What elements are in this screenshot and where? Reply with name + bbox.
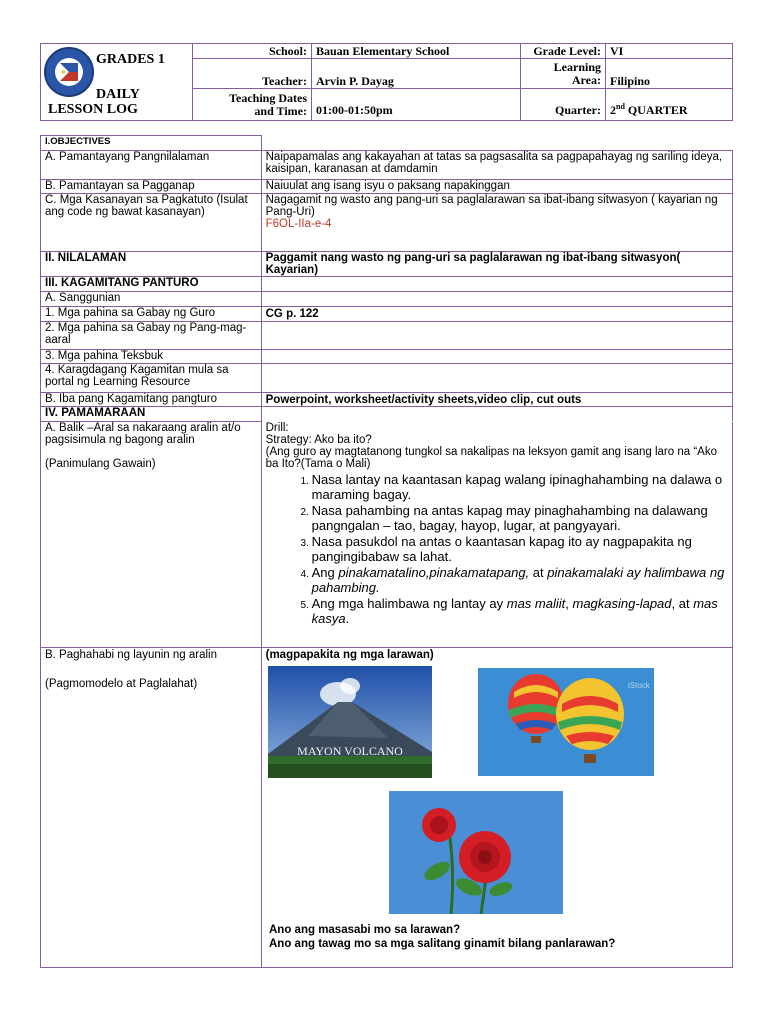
list-item [312,596,728,626]
item5-text: Ang mga halimbawa ng lantay ay [311,596,507,611]
objective-c-label: C. Mga Kasanayan sa Pagkatuto (Isulat ang code ng bawat kasanayan) [41,194,262,252]
list-item: 2. Nasa pahambing na antas kapag may pinaghahambing na dalawang pangngalan – tao, bagay, hayop, lugar, at pangyayari. [312,503,728,533]
question-2: Ano ang tawag mo sa mga salitang ginamit bilang panlarawan? [269,938,616,950]
nilalaman-value: Paggamit nang wasto ng pang-uri sa paglalarawan ng ibat-ibang sitwasyon( Kayarian) [261,252,732,277]
paghahabi-sub: (Pagmomodelo at Paglalahat) [45,678,198,690]
item5-text3: , at [671,596,694,611]
empty-cell [261,350,732,364]
empty-cell [261,292,732,307]
objectives-title: I.OBJECTIVES [41,136,262,151]
daily-title: DAILY [96,87,140,102]
kagamitan-title: III. KAGAMITANG PANTURO [41,277,262,292]
item5-italic: mas maliit [506,596,566,611]
quarter-number: 2 [610,103,616,117]
empty-cell [261,322,732,350]
item5-text4: . [345,611,350,626]
header-table [40,43,733,121]
pamamaraan-title: IV. PAMAMARAAN [41,407,262,422]
list-item [312,565,728,595]
learning-area-value: Filipino [606,59,733,89]
empty-cell [261,277,732,292]
list-item: 3. Nasa pasukdol na antas o kaantasan kapag ito ay nagpapakita ng pangingibabaw sa lahat. [312,534,728,564]
title-cell [41,44,193,121]
balik-aral-label [41,422,262,648]
lesson-log-title: LESSON LOG [48,102,138,117]
drill-cell [261,422,732,648]
show-pictures-label: (magpapakita ng mga larawan) [265,649,434,661]
strategy-label: Strategy: Ako ba ito? [265,434,372,446]
red-roses-image [389,791,563,914]
gabay-guro-value: CG p. 122 [261,307,732,322]
objective-c-text: Nagagamit ng wasto ang pang-uri sa paglalarawan sa ibat-ibang sitwasyon ( kayarian ng Pang-Uri) [265,194,718,218]
istock-watermark: iStock [628,681,650,690]
teacher-value: Arvin P. Dayag [312,59,521,89]
school-label: School: [193,44,312,59]
hot-air-balloons-image [478,668,654,776]
grades-title: GRADES 1 [96,52,165,67]
item4-italic: pinakamatalino,pinakamatapang, [338,565,530,580]
lesson-table [40,135,733,968]
dates-value: 01:00-01:50pm [312,89,521,121]
paghahabi-label [41,648,262,968]
dates-label [193,89,312,121]
drill-instruction: (Ang guro ay magtatanong tungkol sa nakalipas na leksyon gamit ang isang laro na “Ako ba Ito?(Tama o Mali) [265,446,717,470]
teksbuk-label: 3. Mga pahina Teksbuk [41,350,262,364]
empty-cell [261,407,732,422]
learning-label-line1: Learning [553,59,601,74]
objective-b-value: Naiuulat ang isang isyu o paksang napakinggan [261,180,732,194]
gabay-mag-aaral-label: 2. Mga pahina sa Gabay ng Pang-mag-aaral [41,322,262,350]
balik-aral-text: A. Balik –Aral sa nakaraang aralin at/o pagsisimula ng bagong aralin [45,422,241,446]
balik-aral-sub: (Panimulang Gawain) [45,458,156,470]
quarter-value [606,89,733,121]
quarter-label: Quarter: [521,89,606,121]
grade-level-value: VI [606,44,733,59]
question-1: Ano ang masasabi mo sa larawan? [269,924,461,936]
sanggunian-label: A. Sanggunian [41,292,262,307]
objective-a-value: Naipapamalas ang kakayahan at tatas sa pagsasalita sa pagpapahayag ng sariling ideya, kaisipan, karanasan at damdamin [261,151,732,180]
empty-cell [261,136,732,151]
iba-pang-label: B. Iba pang Kagamitang pangturo [41,393,262,407]
volcano-caption: MAYON VOLCANO [297,744,403,758]
gabay-guro-label: 1. Mga pahina sa Gabay ng Guro [41,307,262,322]
school-value: Bauan Elementary School [312,44,521,59]
quarter-suffix: nd [616,102,625,111]
quarter-word: QUARTER [627,103,688,117]
objective-c-code: F6OL-IIa-e-4 [265,218,332,230]
iba-pang-value: Powerpoint, worksheet/activity sheets,video clip, cut outs [261,393,732,407]
nilalaman-title: II. NILALAMAN [41,252,262,277]
dates-label-line2: and Time: [254,103,307,118]
teacher-label: Teacher: [193,59,312,89]
item5-italic2: magkasing-lapad [572,596,672,611]
objective-b-label: B. Pamantayan sa Pagganap [41,180,262,194]
drill-list [266,472,728,626]
drill-label: Drill: [265,422,289,434]
grade-level-label: Grade Level: [521,44,606,59]
dates-label-line1: Teaching Dates [229,90,307,105]
item4-text2: at [529,565,548,580]
item4-text: Ang [311,565,339,580]
item4-italic2: pinakamalaki ay halimbawa ng pahambing. [311,565,725,595]
objective-a-label: A. Pamantayang Pangnilalaman [41,151,262,180]
item5-text2: , [565,596,573,611]
objective-c-value [261,194,732,252]
learning-area-label [521,59,606,89]
mayon-volcano-image [268,666,432,778]
item5-italic3: mas kasya [311,596,718,626]
paghahabi-text: B. Paghahabi ng layunin ng aralin [45,649,217,661]
learning-label-line2: Area: [571,72,601,87]
list-item: 1. Nasa lantay na kaantasan kapag walang ipinaghahambing na dalawa o maraming bagay. [312,472,728,502]
empty-cell [261,364,732,393]
karagdagang-label: 4. Karagdagang Kagamitan mula sa portal ng Learning Resource [41,364,262,393]
